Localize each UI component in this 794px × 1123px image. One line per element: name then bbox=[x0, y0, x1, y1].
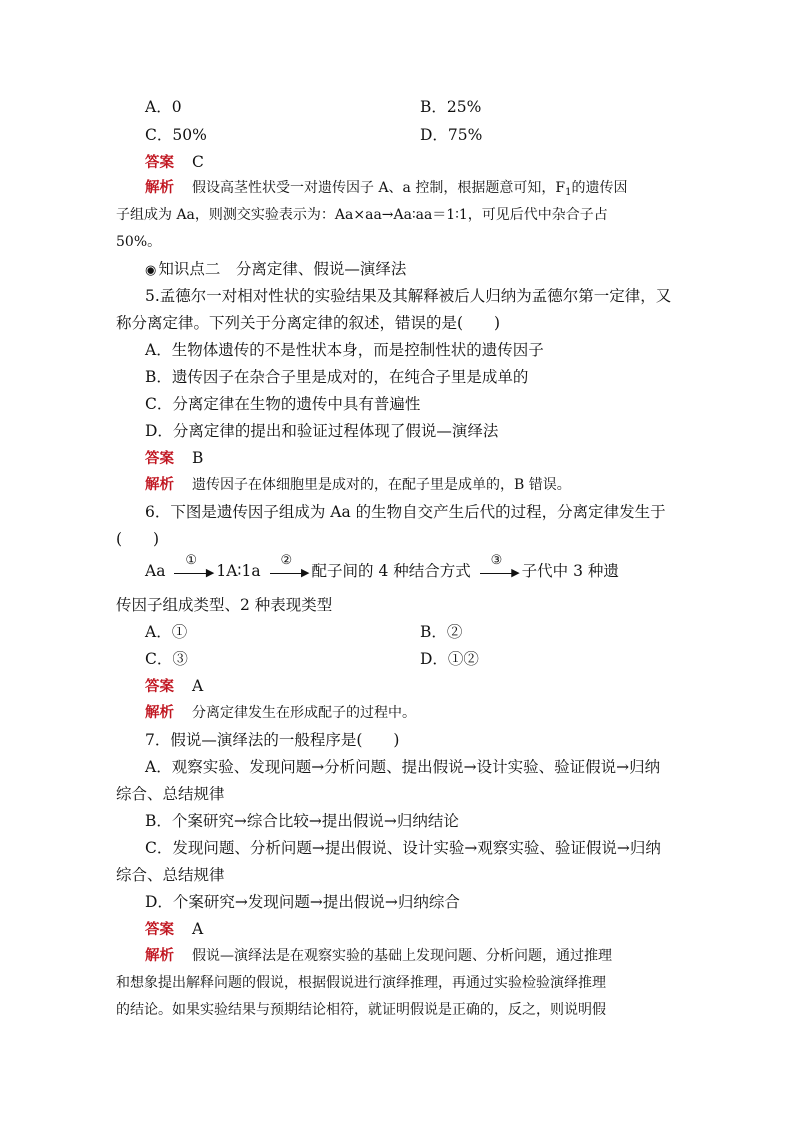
diagram-mid-2: 配子间的 4 种结合方式 bbox=[311, 562, 471, 580]
answer-value: A bbox=[192, 677, 204, 695]
q6-diagram-end-continued: 传因子组成类型、2 种表现类型 bbox=[116, 596, 333, 614]
explanation-label: 解析 bbox=[145, 477, 174, 493]
arrow-head-icon: ▶ bbox=[301, 566, 310, 579]
q7-option-a-line-2: 综合、总结规律 bbox=[116, 785, 225, 803]
diagram-start: Aa bbox=[145, 562, 166, 580]
q5-option-d: D．分离定律的提出和验证过程体现了假说—演绎法 bbox=[145, 422, 499, 440]
q5-stem-line-1: 5.孟德尔一对相对性状的实验结果及其解释被后人归纳为孟德尔第一定律，又 bbox=[145, 287, 672, 305]
q4-explanation-line-2: 子组成为 Aa，则测交实验表示为：Aa×aa→Aa∶aa＝1∶1，可见后代中杂合子占 bbox=[116, 207, 608, 223]
arrow-step-1: ① ▶ bbox=[172, 562, 214, 582]
q6-process-diagram bbox=[145, 553, 619, 582]
q7-option-c-line-1: C．发现问题、分析问题→提出假说、设计实验→观察实验、验证假说→归纳 bbox=[145, 839, 661, 857]
arrow-head-icon: ▶ bbox=[205, 566, 215, 579]
q6-option-a: A．① bbox=[145, 623, 188, 641]
q5-option-c: C．分离定律在生物的遗传中具有普遍性 bbox=[145, 395, 421, 413]
q6-explanation: 解析 分离定律发生在形成配子的过程中。 bbox=[145, 705, 416, 721]
q4-option-d: D．75% bbox=[420, 126, 483, 144]
answer-value: B bbox=[192, 449, 204, 467]
q6-stem-line-1: 6．下图是遗传因子组成为 Aa 的生物自交产生后代的过程，分离定律发生于 bbox=[145, 503, 666, 521]
arrow-step-3: ③ ▶ bbox=[478, 562, 520, 582]
q4-explanation-line-1: 解析 假设高茎性状受一对遗传因子 A、a 控制，根据题意可知，$F_1$的遗传因 bbox=[145, 180, 628, 198]
q4-explanation-line-3: 50%。 bbox=[116, 234, 162, 250]
q7-option-b: B．个案研究→综合比较→提出假说→归纳结论 bbox=[145, 812, 459, 830]
answer-label: 答案 bbox=[145, 922, 174, 938]
answer-value: A bbox=[192, 920, 204, 938]
explanation-label: 解析 bbox=[145, 705, 174, 721]
q7-option-d: D．个案研究→发现问题→提出假说→归纳综合 bbox=[145, 893, 460, 911]
q7-explanation-line-1: 解析 假说—演绎法是在观察实验的基础上发现问题、分析问题，通过推理 bbox=[145, 948, 612, 964]
section-title: 知识点二 分离定律、假说—演绎法 bbox=[158, 260, 407, 278]
q7-explanation-line-3: 的结论。如果实验结果与预期结论相符，就证明假说是正确的，反之，则说明假 bbox=[116, 1002, 606, 1018]
q7-option-a-line-1: A．观察实验、发现问题→分析问题、提出假说→设计实验、验证假说→归纳 bbox=[145, 758, 661, 776]
target-bullet-icon: ◉ bbox=[145, 263, 157, 278]
q6-answer bbox=[145, 676, 203, 697]
q6-option-c: C．③ bbox=[145, 650, 188, 668]
diagram-end: 子代中 3 种遗 bbox=[521, 562, 619, 580]
q5-stem-line-2: 称分离定律。下列关于分离定律的叙述，错误的是( ) bbox=[116, 314, 501, 332]
q5-answer bbox=[145, 448, 203, 469]
diagram-mid-1: 1A∶1a bbox=[216, 562, 261, 580]
q4-answer bbox=[145, 152, 204, 173]
q7-option-c-line-2: 综合、总结规律 bbox=[116, 866, 225, 884]
q6-option-b: B．② bbox=[420, 623, 463, 641]
q7-stem: 7．假说—演绎法的一般程序是( ) bbox=[145, 731, 400, 749]
explanation-label: 解析 bbox=[145, 180, 174, 196]
explanation-label: 解析 bbox=[145, 948, 174, 964]
q7-explanation-line-2: 和想象提出解释问题的假说，根据假说进行演绎推理，再通过实验检验演绎推理 bbox=[116, 975, 606, 991]
arrow-head-icon: ▶ bbox=[511, 566, 520, 579]
q5-explanation: 解析 遗传因子在体细胞里是成对的，在配子里是成单的，B 错误。 bbox=[145, 477, 571, 493]
answer-label: 答案 bbox=[145, 679, 174, 695]
section-header bbox=[145, 259, 406, 281]
answer-value: C bbox=[192, 153, 204, 171]
q4-option-b: B．25% bbox=[420, 98, 482, 116]
q6-stem-line-2: ( ) bbox=[116, 530, 160, 548]
q5-option-a: A．生物体遗传的不是性状本身，而是控制性状的遗传因子 bbox=[145, 341, 544, 359]
answer-label: 答案 bbox=[145, 451, 174, 467]
arrow-step-2: ② ▶ bbox=[268, 562, 310, 582]
q7-answer bbox=[145, 919, 203, 940]
q4-option-c: C．50% bbox=[145, 126, 207, 144]
q5-option-b: B．遗传因子在杂合子里是成对的，在纯合子里是成单的 bbox=[145, 368, 529, 386]
q6-option-d: D．①② bbox=[420, 650, 479, 668]
answer-label: 答案 bbox=[145, 155, 174, 171]
q4-option-a: A．0 bbox=[145, 98, 182, 116]
